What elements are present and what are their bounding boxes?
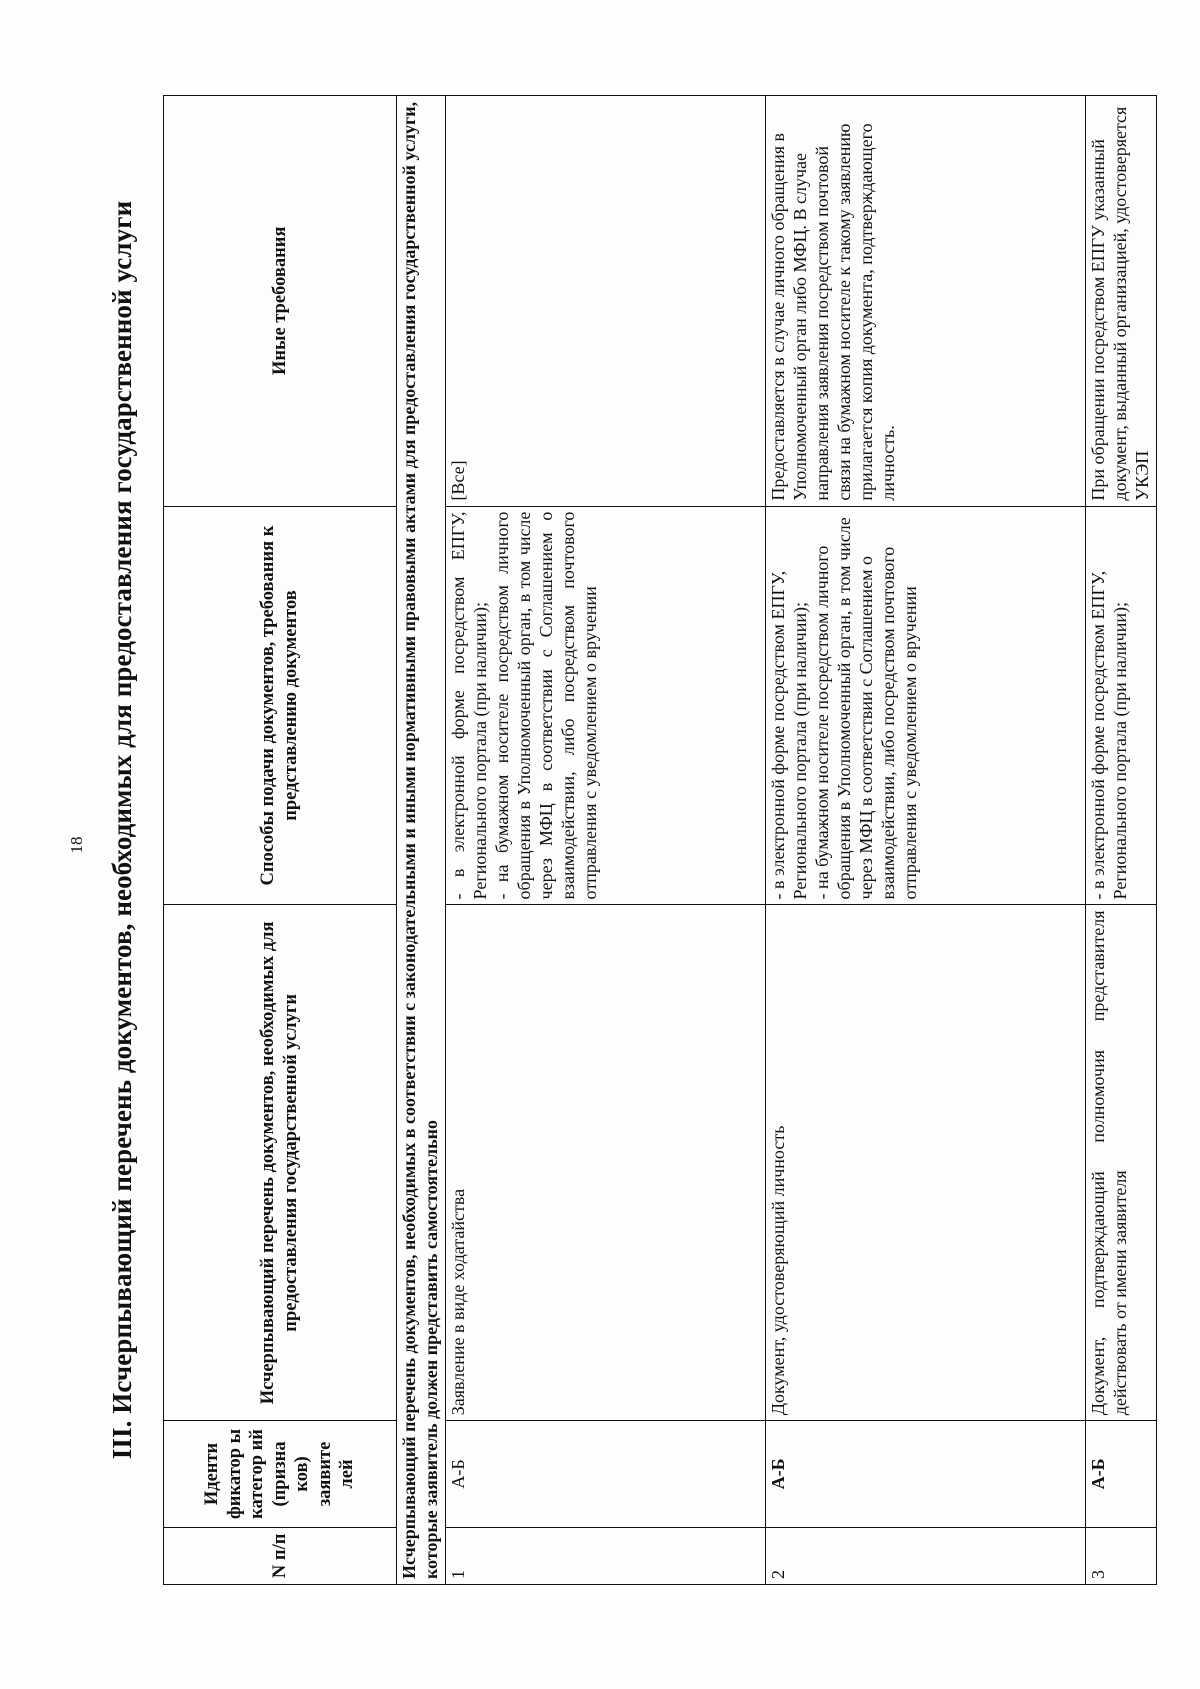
row-other: Предоставляется в случае личного обращения в Уполномоченный орган либо МФЦ. В случае направления заявления посредством почтовой связи на бумажном носителе к такому заявлению прилагается копия документа, подтверждающего личность. (765, 96, 1085, 507)
header-other: Иные требования (164, 96, 397, 507)
page-number: 18 (67, 836, 86, 854)
table-row (1085, 96, 1156, 1585)
table-header-row (164, 96, 397, 1585)
header-ways: Способы подачи документов, требования к представлению документов (164, 506, 397, 905)
way-item: - в электронной форме посредством ЕПГУ, Регионального портала (при наличии); (1087, 570, 1130, 900)
document-page (55, 65, 1152, 1625)
row-category: А-Б (765, 1421, 1085, 1527)
row-document: Документ, подтверждающий полномочия представителя действовать от имени заявителя (1085, 905, 1156, 1421)
section-heading-row (397, 96, 446, 1585)
header-category: Иденти фикатор ы категор ий (призна ков) заявите лей (164, 1421, 397, 1527)
row-ways (445, 506, 765, 905)
section-heading: Исчерпывающий перечень документов, необходимых в соответствии с законодательными и иными нормативными правовыми актами для предоставления государственной услуги, которые заявитель должен представить самостоятельно (397, 96, 446, 1585)
header-num: N п/п (164, 1527, 397, 1584)
header-document: Исчерпывающий перечень документов, необходимых для предоставления государственной услуги (164, 905, 397, 1421)
row-ways (765, 506, 1085, 905)
row-other: [Все] (445, 96, 765, 507)
row-category: А-Б (445, 1421, 765, 1527)
table-row (445, 96, 765, 1585)
row-other: При обращении посредством ЕПГУ указанный документ, выданный организацией, удостоверяется УКЭП (1085, 96, 1156, 507)
section-title: III. Исчерпывающий перечень документов, необходимых для предоставления государственной услуги (107, 200, 137, 1460)
way-item: - на бумажном носителе посредством личного обращения в Уполномоченный орган, в том числе через МФЦ в соответствии с Соглашением о взаимодействии, либо посредством почтового отправления с уведомлением о вручении (491, 511, 600, 900)
documents-table (163, 95, 1157, 1585)
way-item: - в электронной форме посредством ЕПГУ, Регионального портала (при наличии); (767, 570, 810, 900)
row-document: Заявление в виде ходатайства (445, 905, 765, 1421)
row-num: 1 (445, 1527, 765, 1584)
row-document: Документ, удостоверяющий личность (765, 905, 1085, 1421)
table-row (765, 96, 1085, 1585)
row-ways (1085, 506, 1156, 905)
row-num: 3 (1085, 1527, 1156, 1584)
row-category: А-Б (1085, 1421, 1156, 1527)
row-num: 2 (765, 1527, 1085, 1584)
way-item: - на бумажном носителе посредством личного обращения в Уполномоченный орган, в том числе через МФЦ в соответствии с Соглашением о взаимодействии, либо посредством почтового отправления с уведомлением о вручении (811, 517, 920, 900)
way-item: - в электронной форме посредством ЕПГУ, Регионального портала (при наличии); (447, 511, 490, 900)
